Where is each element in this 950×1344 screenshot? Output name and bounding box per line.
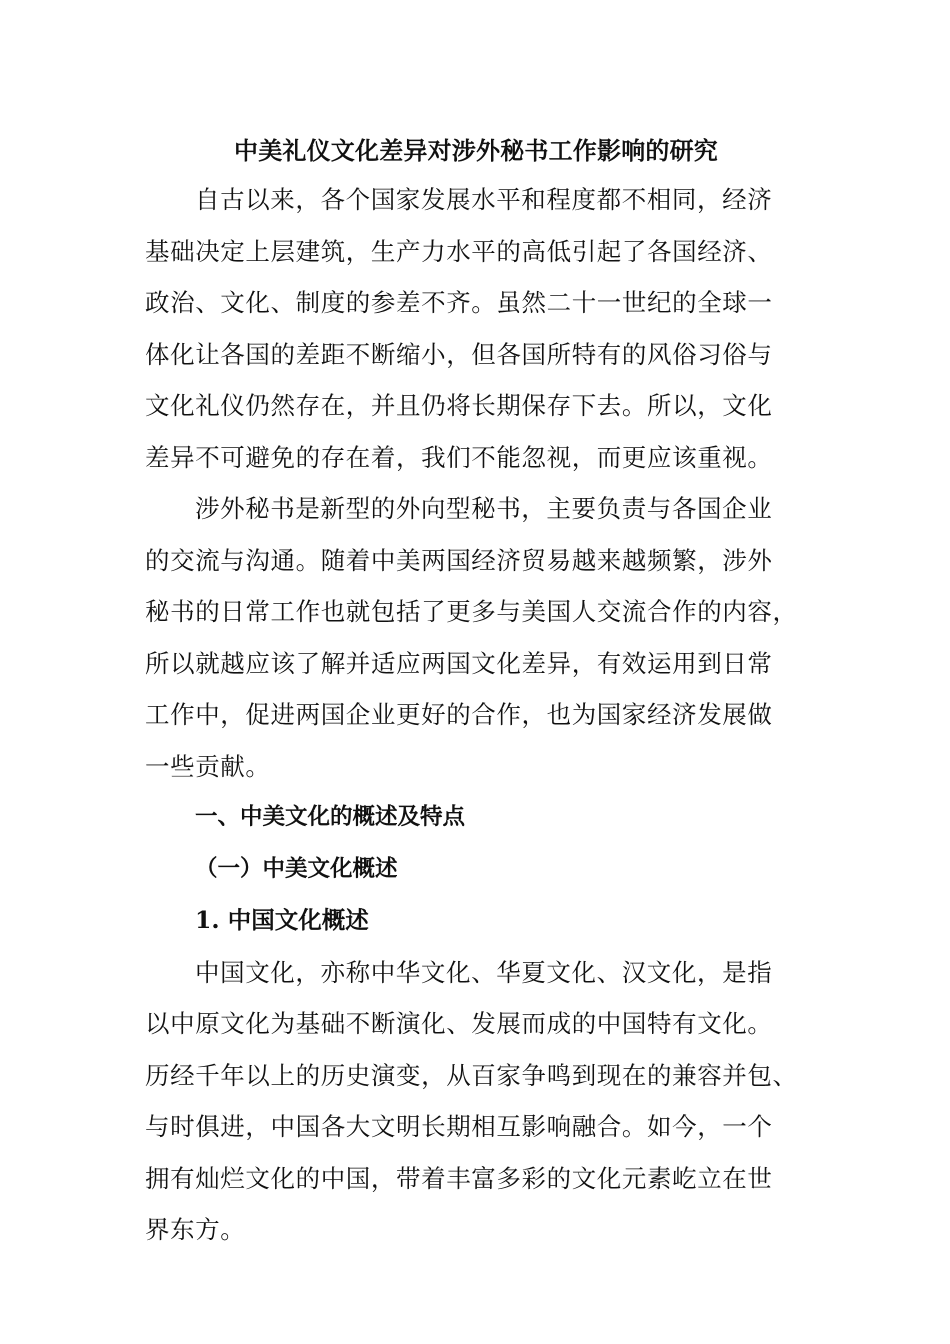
paragraph-line: 的交流与沟通。随着中美两国经济贸易越来越频繁，涉外 [145, 545, 773, 575]
paragraph-line: 自古以来，各个国家发展水平和程度都不相同，经济 [195, 185, 773, 214]
paragraph-line: 与时俱进，中国各大文明长期相互影响融合。如今，一个 [145, 1112, 773, 1141]
paragraph-line: 体化让各国的差距不断缩小，但各国所特有的风俗习俗与 [145, 339, 773, 369]
paragraph-line: 基础决定上层建筑，生产力水平的高低引起了各国经济、 [145, 236, 773, 266]
document-page [145, 128, 807, 1256]
paragraph-line: 政治、文化、制度的参差不齐。虽然二十一世纪的全球一 [145, 288, 773, 317]
paragraph-line: 所以就越应该了解并适应两国文化差异，有效运用到日常 [145, 648, 773, 678]
paragraph-line: 差异不可避免的存在着，我们不能忽视，而更应该重视。 [145, 442, 773, 472]
paragraph-line: 界东方。 [145, 1215, 246, 1244]
paragraph-line: 秘书的日常工作也就包括了更多与美国人交流合作的内容， [145, 597, 798, 626]
paragraph-line: 文化礼仪仍然存在，并且仍将长期保存下去。所以，文化 [145, 391, 773, 420]
paragraph-line: 涉外秘书是新型的外向型秘书，主要负责与各国企业 [195, 494, 773, 523]
paragraph-line: 历经千年以上的历史演变，从百家争鸣到现在的兼容并包、 [145, 1060, 798, 1090]
paragraph-line: 中国文化，亦称中华文化、华夏文化、汉文化，是指 [195, 957, 773, 987]
paragraph-intro [145, 174, 807, 483]
section-heading: 一、中美文化的概述及特点 [195, 804, 466, 830]
paragraph-line: 一些贡献。 [145, 751, 271, 781]
paragraph-line: 工作中，促进两国企业更好的合作，也为国家经济发展做 [145, 700, 773, 729]
sub-subsection-heading: 1. 中国文化概述 [195, 906, 369, 934]
paragraph-chinese-culture [145, 947, 807, 1256]
paragraph-secretary [145, 483, 807, 792]
document-title: 中美礼仪文化差异对涉外秘书工作影响的研究 [234, 137, 718, 165]
subsection-heading: （一）中美文化概述 [195, 855, 398, 882]
paragraph-line: 拥有灿烂文化的中国，带着丰富多彩的文化元素屹立在世 [145, 1163, 773, 1193]
paragraph-line: 以中原文化为基础不断演化、发展而成的中国特有文化。 [145, 1009, 773, 1038]
